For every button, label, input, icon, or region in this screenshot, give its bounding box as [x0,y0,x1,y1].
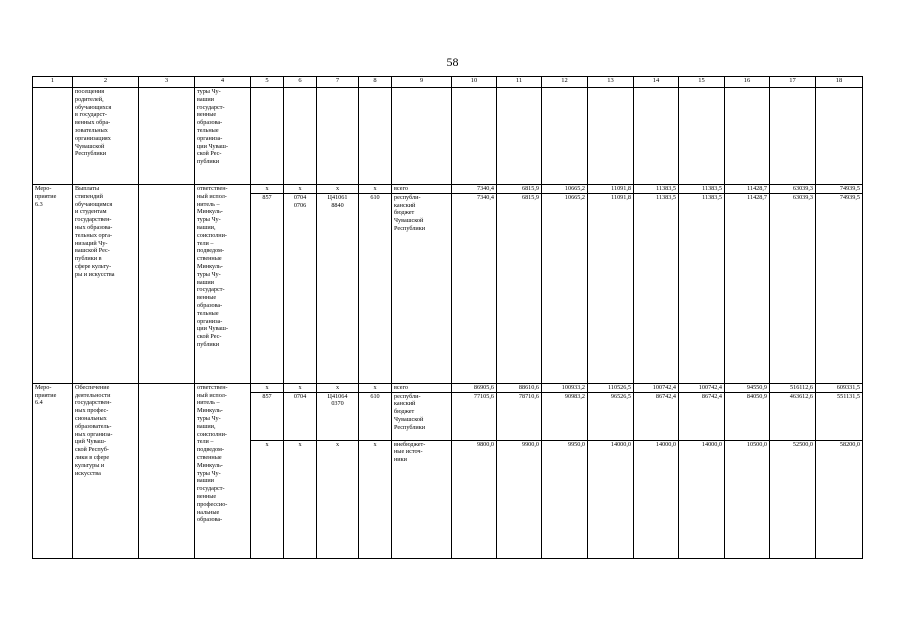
value-cell: 100933,2 [542,383,588,392]
col-header: 1 [33,77,73,88]
value-cell: 609331,5 [816,383,863,392]
col-header: 16 [725,77,770,88]
value-cell: 7340,4 [452,185,497,194]
value-cell: 63039,3 [770,193,816,383]
col-header: 15 [679,77,725,88]
grbs-cell: х [251,440,284,558]
measure-6-4-number: Меро- приятие 6.4 [33,383,73,558]
value-cell: 516112,6 [770,383,816,392]
col-header: 9 [392,77,452,88]
value-cell: 11383,5 [634,185,679,194]
expense-type-cell: 610 [359,193,392,383]
source-cell: всего [392,185,452,194]
source-cell: внебюджет- ные источ- ники [392,440,452,558]
target-article-cell: Ц41064 0370 [317,392,359,440]
col-header: 14 [634,77,679,88]
page-number: 58 [446,55,459,69]
value-cell: 90983,2 [542,392,588,440]
value-cell: 14000,0 [588,440,634,558]
target-article-cell: Ц41061 8840 [317,193,359,383]
value-cell: 100742,4 [679,383,725,392]
value-cell: 9800,0 [452,440,497,558]
col-header: 7 [317,77,359,88]
cell [139,185,195,384]
value-cell: 14000,0 [679,440,725,558]
value-cell: 110526,5 [588,383,634,392]
measure-6-3-number: Меро- приятие 6.3 [33,185,73,384]
col-header: 6 [284,77,317,88]
col-header: 2 [73,77,139,88]
section-cell: х [284,383,317,392]
budget-table [32,76,863,559]
col-header: 11 [497,77,542,88]
value-cell: 11428,7 [725,193,770,383]
expense-type-cell: х [359,185,392,194]
col-header: 13 [588,77,634,88]
col-header: 8 [359,77,392,88]
measure-6-4-description: Обеспечение деятельности государствен- ных профес- сиональных образователь- ных организа- ций Чуваш- ской Респуб- лики в сфере культуры и искусства [73,383,139,558]
continuation-row [33,88,863,185]
value-cell: 463612,6 [770,392,816,440]
value-cell: 14000,0 [634,440,679,558]
value-cell: 10665,2 [542,185,588,194]
expense-type-cell: х [359,440,392,558]
value-cell: 88610,6 [497,383,542,392]
value-cell: 86742,4 [634,392,679,440]
section-cell: х [284,185,317,194]
value-cell: 11383,5 [634,193,679,383]
measure-6-3-executor: ответствен- ный испол- нитель – Минкуль- туры Чу- вашии, соисполни- тели – подведом- ственные Минкуль- туры Чу- вашии государст- венные образова- тельные организа- ции Чуваш- ской Рес- публики [195,185,251,384]
value-cell: 74939,5 [816,193,863,383]
measure-6-4-executor: ответствен- ный испол- нитель – Минкуль- туры Чу- вашии, соисполни- тели – подведом- ственные Минкуль- туры Чу- вашии государст- венные профессио- нальные образова- [195,383,251,558]
source-cell: всего [392,383,452,392]
value-cell: 63039,3 [770,185,816,194]
measure-6-4-total-row [33,383,863,392]
col-header: 10 [452,77,497,88]
value-cell: 86742,4 [679,392,725,440]
target-article-cell: х [317,440,359,558]
value-cell: 100742,4 [634,383,679,392]
grbs-cell: х [251,383,284,392]
value-cell: 96526,5 [588,392,634,440]
value-cell: 7340,4 [452,193,497,383]
col-header: 17 [770,77,816,88]
value-cell: 9900,0 [497,440,542,558]
value-cell: 86905,6 [452,383,497,392]
grbs-cell: 857 [251,193,284,383]
cell [139,383,195,558]
value-cell: 551131,5 [816,392,863,440]
value-cell: 78710,6 [497,392,542,440]
col-header: 4 [195,77,251,88]
col-header: 12 [542,77,588,88]
grbs-cell: х [251,185,284,194]
value-cell: 74939,5 [816,185,863,194]
section-cell: 0704 [284,392,317,440]
section-cell: х [284,440,317,558]
expense-type-cell: 610 [359,392,392,440]
measure-6-3-total-row [33,185,863,194]
target-article-cell: х [317,185,359,194]
source-cell: республи- канский бюджет Чувашской Республики [392,193,452,383]
value-cell: 6815,9 [497,185,542,194]
col-header: 18 [816,77,863,88]
value-cell: 11091,8 [588,185,634,194]
value-cell: 94550,9 [725,383,770,392]
expense-type-cell: х [359,383,392,392]
value-cell: 11091,8 [588,193,634,383]
value-cell: 6815,9 [497,193,542,383]
cell [139,88,195,185]
grbs-cell: 857 [251,392,284,440]
value-cell: 11383,5 [679,185,725,194]
value-cell: 77105,6 [452,392,497,440]
value-cell: 9950,0 [542,440,588,558]
section-cell: 0704 0706 [284,193,317,383]
col-header: 3 [139,77,195,88]
value-cell: 10665,2 [542,193,588,383]
measure-6-3-description: Выплаты стипендий обучающимся и студентам государствен- ных образова- тельных орга- низаций Чу- вашской Рес- публики в сфере культу- ры и искусства [73,185,139,384]
value-cell: 52500,0 [770,440,816,558]
source-cell: республи- канский бюджет Чувашской Республики [392,392,452,440]
value-cell: 11428,7 [725,185,770,194]
header-row [33,77,863,88]
value-cell: 58200,0 [816,440,863,558]
continued-executor: туры Чу- вашии государст- венные образова- тельные организа- ции Чуваш- ской Рес- публики [195,88,251,185]
value-cell: 11383,5 [679,193,725,383]
col-header: 5 [251,77,284,88]
value-cell: 10500,0 [725,440,770,558]
target-article-cell: х [317,383,359,392]
cell [33,88,73,185]
continued-description: посещения родителей, обучающихся в государст- венных обра- зовательных организациях Чувашской Республики [73,88,139,185]
value-cell: 84050,9 [725,392,770,440]
